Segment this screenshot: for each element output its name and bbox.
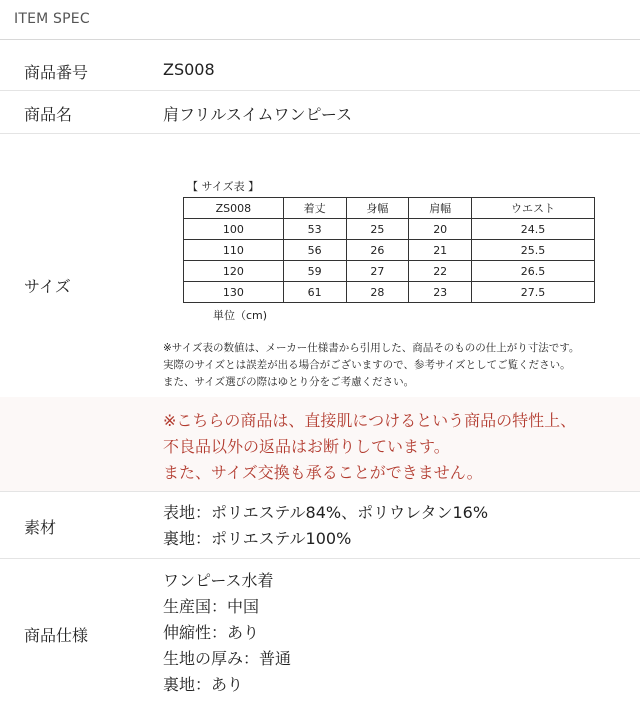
- size-table-header-cell: ZS008: [184, 198, 284, 219]
- spec-line: ワンピース水着: [163, 571, 274, 590]
- product-name-value: 肩フリルスイムワンピース: [163, 105, 353, 124]
- size-table-cell: 23: [409, 282, 472, 303]
- size-table-row: [184, 282, 595, 303]
- product-name-label: 商品名: [24, 105, 73, 124]
- spec-line: 生地の厚み：普通: [163, 649, 292, 668]
- material-label: 素材: [24, 518, 57, 537]
- warning-line: また、サイズ交換も承ることができません。: [163, 463, 483, 482]
- size-table-cell: 26.5: [472, 261, 595, 282]
- size-table-cell: 120: [184, 261, 284, 282]
- size-label: サイズ: [24, 277, 71, 296]
- size-table-cell: 27.5: [472, 282, 595, 303]
- size-table-caption: 【 サイズ表 】: [187, 180, 260, 193]
- size-table-cell: 28: [346, 282, 409, 303]
- size-table-cell: 21: [409, 240, 472, 261]
- size-table-cell: 22: [409, 261, 472, 282]
- size-table: [183, 197, 595, 303]
- size-table-cell: 20: [409, 219, 472, 240]
- size-table-cell: 24.5: [472, 219, 595, 240]
- size-table-cell: 130: [184, 282, 284, 303]
- material-value: [163, 500, 488, 552]
- size-note-line: 実際のサイズとは誤差が出る場合がございますので、参考サイズとしてご覧ください。: [163, 359, 571, 371]
- size-table-cell: 25: [346, 219, 409, 240]
- spec-line: 裏地：あり: [163, 675, 244, 694]
- spec-label: 商品仕様: [24, 626, 89, 645]
- size-table-row: [184, 240, 595, 261]
- size-note-line: ※サイズ表の数値は、メーカー仕様書から引用した、商品そのものの仕上がり寸法です。: [163, 342, 580, 354]
- size-table-cell: 56: [283, 240, 346, 261]
- size-table-cell: 53: [283, 219, 346, 240]
- product-number-value: ZS008: [163, 60, 215, 79]
- spec-line: 生産国：中国: [163, 597, 260, 616]
- row-material: [0, 491, 640, 559]
- material-line: 裏地：ポリエステル100%: [163, 529, 352, 548]
- product-number-label: 商品番号: [24, 63, 89, 82]
- size-table-cell: 110: [184, 240, 284, 261]
- row-spec: [0, 559, 640, 709]
- row-product-name: [0, 91, 640, 134]
- return-warning-text: [163, 408, 576, 486]
- size-table-unit: 単位（cm): [213, 309, 268, 322]
- size-table-cell: 27: [346, 261, 409, 282]
- size-table-header-cell: 身幅: [346, 198, 409, 219]
- section-header: [0, 0, 640, 40]
- size-table-cell: 25.5: [472, 240, 595, 261]
- size-table-header-row: [184, 198, 595, 219]
- size-table-cell: 100: [184, 219, 284, 240]
- size-table-cell: 61: [283, 282, 346, 303]
- section-title: ITEM SPEC: [14, 11, 90, 27]
- warning-line: 不良品以外の返品はお断りしています。: [163, 437, 450, 456]
- size-note-line: また、サイズ選びの際はゆとり分をご考慮ください。: [163, 376, 415, 388]
- size-table-row: [184, 261, 595, 282]
- size-table-cell: 26: [346, 240, 409, 261]
- size-table-header-cell: 着丈: [283, 198, 346, 219]
- spec-value: [163, 568, 291, 698]
- size-table-header-cell: ウエスト: [472, 198, 595, 219]
- size-table-header-cell: 肩幅: [409, 198, 472, 219]
- spec-line: 伸縮性：あり: [163, 623, 260, 642]
- row-product-number: [0, 41, 640, 91]
- size-table-cell: 59: [283, 261, 346, 282]
- warning-line: ※こちらの商品は、直接肌につけるという商品の特性上、: [163, 411, 577, 430]
- size-table-row: [184, 219, 595, 240]
- material-line: 表地：ポリエステル84%、ポリウレタン16%: [163, 503, 489, 522]
- size-notes: [163, 340, 579, 391]
